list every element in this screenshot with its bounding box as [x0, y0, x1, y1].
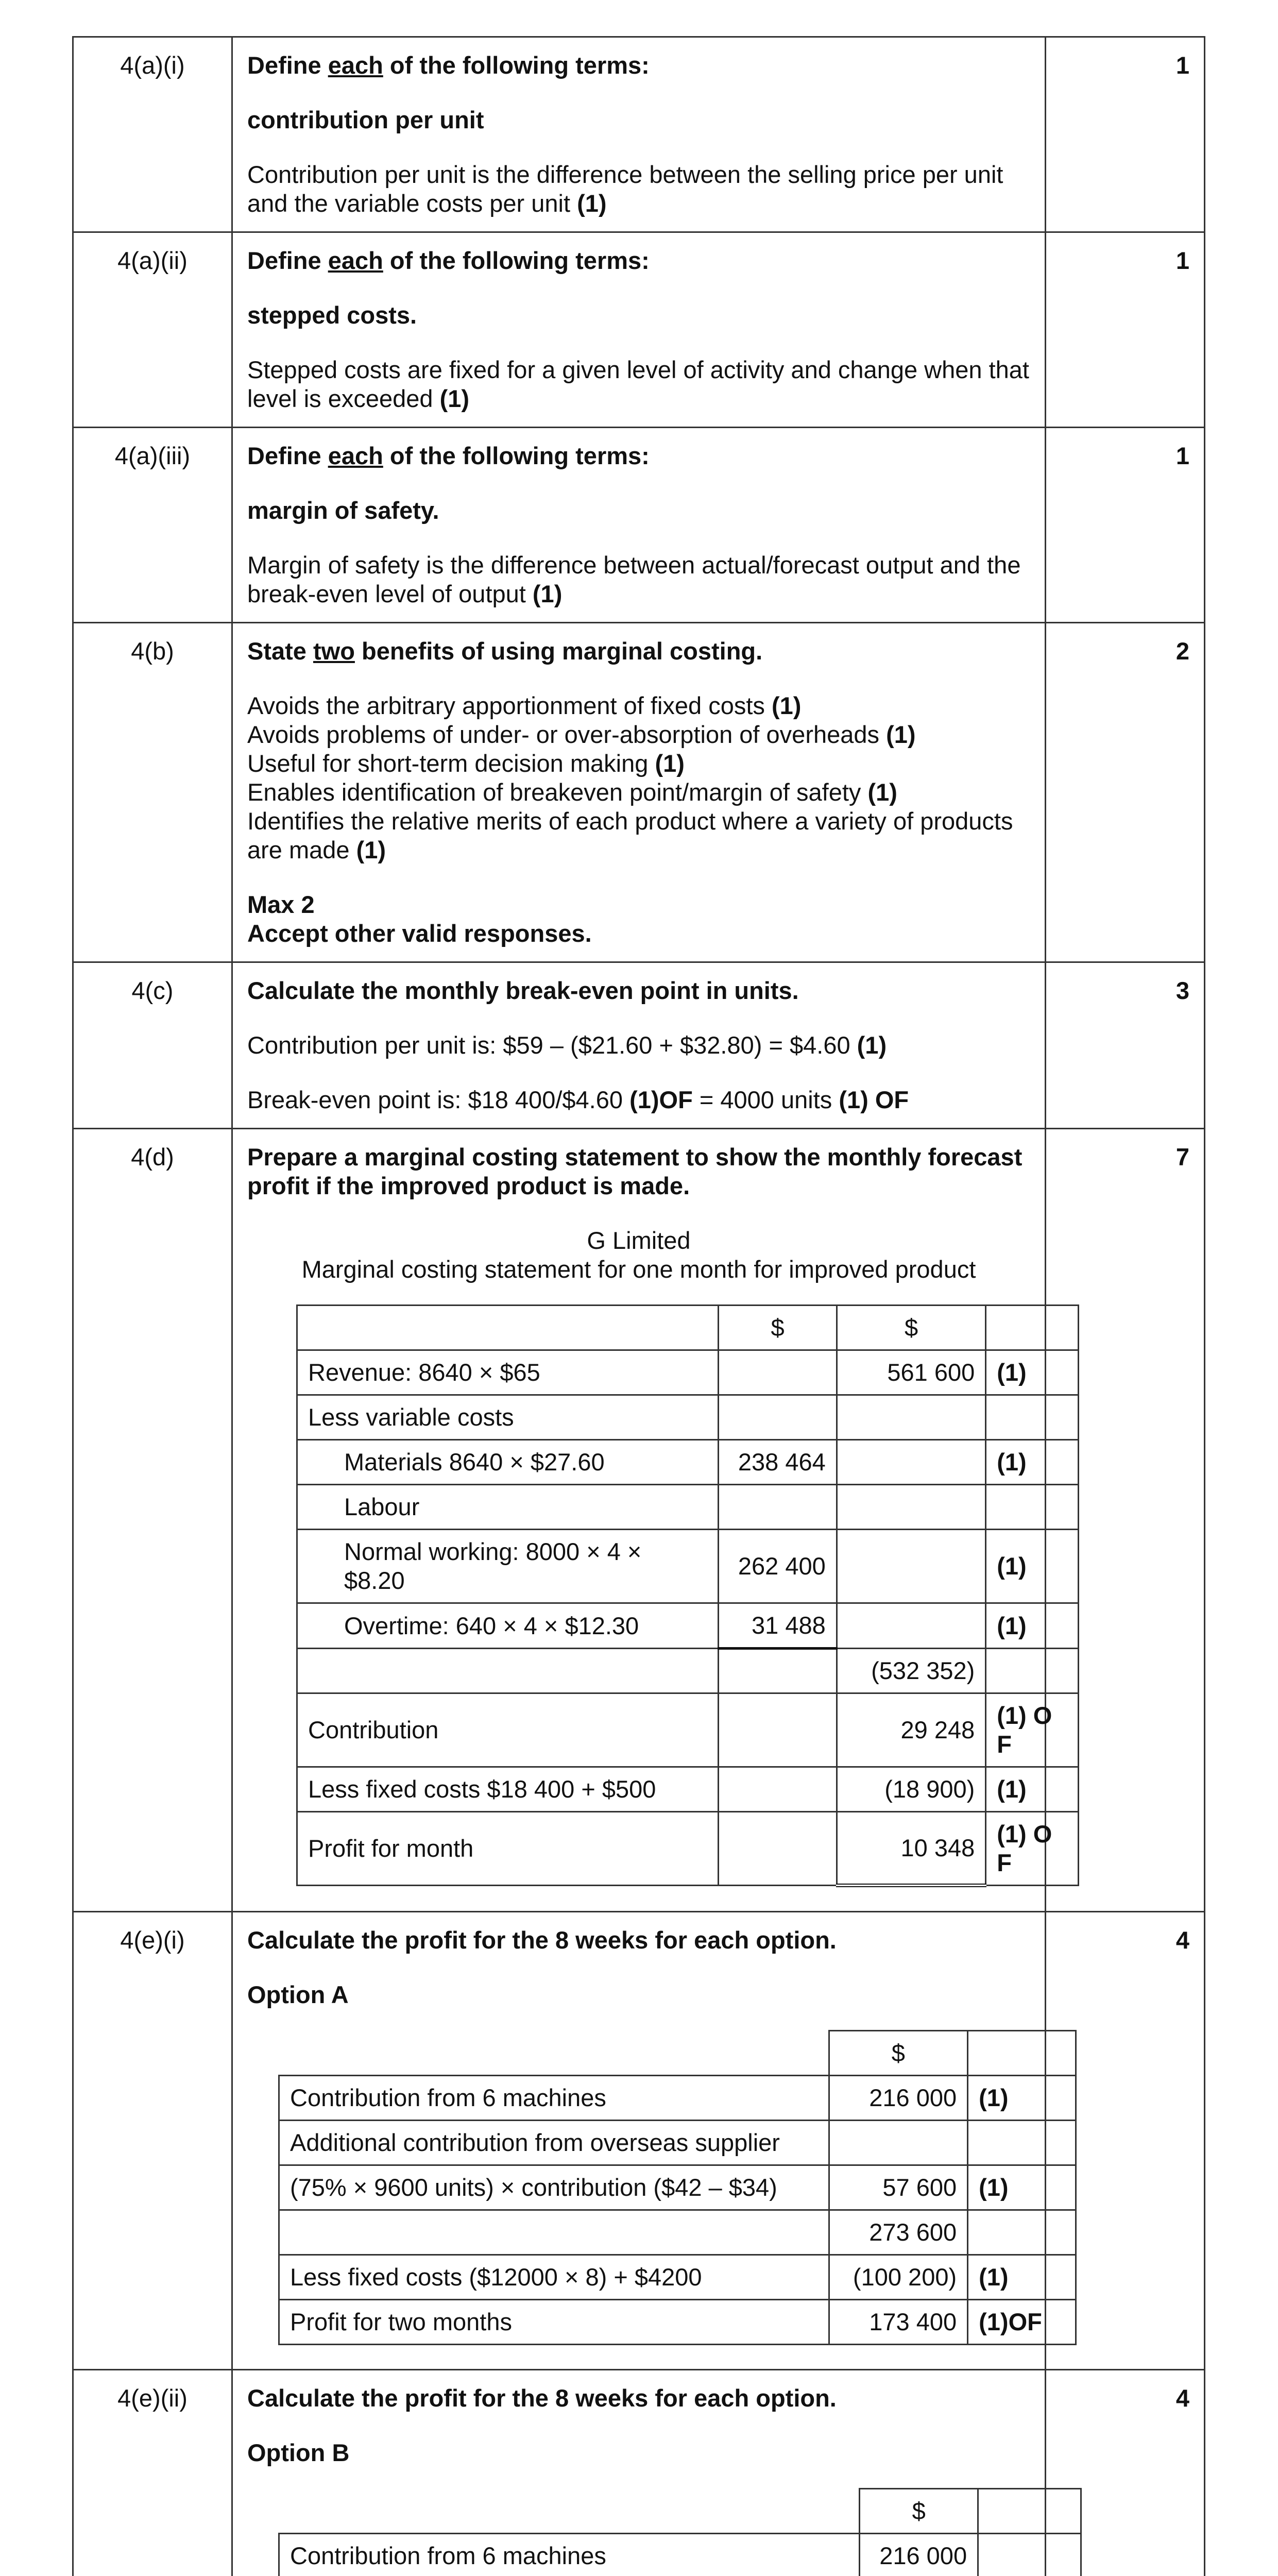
- marks: 7: [1046, 1129, 1205, 1912]
- row-4d: [73, 1129, 1205, 1912]
- answer-cell: [232, 232, 1046, 428]
- mark-scheme-page: [72, 36, 1205, 2576]
- marks: 3: [1046, 962, 1205, 1129]
- question-heading: Define each of the following terms:: [247, 247, 650, 274]
- table-row: Less fixed costs ($12000 × 8) + $4200 (100 200) (1): [279, 2255, 1076, 2300]
- question-heading: State two benefits of using marginal costing.: [247, 637, 763, 665]
- question-number: 4(a)(ii): [73, 232, 232, 428]
- mark-scheme-table: [72, 36, 1205, 2576]
- answer-cell: [232, 428, 1046, 623]
- question-heading: Calculate the profit for the 8 weeks for each option.: [247, 2384, 837, 2412]
- term: contribution per unit: [247, 106, 484, 133]
- question-heading: Calculate the monthly break-even point in units.: [247, 977, 799, 1004]
- statement-row: Revenue: 8640 × $65 561 600 (1): [297, 1350, 1079, 1395]
- row-4e-ii: [73, 2370, 1205, 2576]
- statement-header-row: $ $: [297, 1306, 1079, 1350]
- answer-text: Contribution per unit is the difference between the selling price per unit and the variable costs per unit (1): [247, 161, 1003, 217]
- list-item: Useful for short-term decision making (1): [247, 750, 685, 777]
- marginal-costing-statement: [296, 1304, 1079, 1887]
- answer-text: Stepped costs are fixed for a given level of activity and change when that level is exceeded (1): [247, 356, 1029, 412]
- table-row: Profit for two months 173 400 (1)OF: [279, 2300, 1076, 2345]
- question-heading: Define each of the following terms:: [247, 52, 650, 79]
- statement-row: Labour: [297, 1485, 1079, 1530]
- marks: 1: [1046, 232, 1205, 428]
- statement-row: Overtime: 640 × 4 × $12.30 31 488 (1): [297, 1603, 1079, 1649]
- option-label: Option A: [247, 1981, 349, 2008]
- table-row: 273 600: [279, 2210, 1076, 2255]
- question-number: 4(d): [73, 1129, 232, 1912]
- table-row: Contribution from 6 machines 216 000 (1): [279, 2076, 1076, 2121]
- statement-row: (532 352): [297, 1649, 1079, 1693]
- statement-row: Contribution 29 248 (1) O F: [297, 1693, 1079, 1767]
- option-label: Option B: [247, 2439, 350, 2466]
- question-number: 4(a)(i): [73, 37, 232, 232]
- statement-row: Materials 8640 × $27.60 238 464 (1): [297, 1440, 1079, 1485]
- table-header-row: $: [279, 2489, 1081, 2534]
- list-item: Avoids problems of under- or over-absorption of overheads (1): [247, 721, 916, 748]
- question-number: 4(b): [73, 623, 232, 962]
- statement-row: Profit for month 10 348 (1) O F: [297, 1812, 1079, 1886]
- answer-cell: [232, 37, 1046, 232]
- row-4a-ii: [73, 232, 1205, 428]
- table-row: Contribution from 6 machines 216 000: [279, 2534, 1081, 2576]
- answer-line: Break-even point is: $18 400/$4.60 (1)OF = 4000 units (1) OF: [247, 1086, 909, 1113]
- statement-company: G Limited: [587, 1227, 691, 1254]
- answer-text: Margin of safety is the difference between actual/forecast output and the break-even level of output (1): [247, 551, 1021, 607]
- question-heading: Define each of the following terms:: [247, 442, 650, 469]
- row-4b: [73, 623, 1205, 962]
- option-b-table: [278, 2488, 1082, 2576]
- answer-cell: [232, 962, 1046, 1129]
- row-4a-i: [73, 37, 1205, 232]
- answer-cell: [232, 2370, 1046, 2576]
- row-4a-iii: [73, 428, 1205, 623]
- term: margin of safety.: [247, 497, 439, 524]
- list-item: Avoids the arbitrary apportionment of fixed costs (1): [247, 692, 802, 719]
- statement-row: Less variable costs: [297, 1395, 1079, 1440]
- marks: 1: [1046, 37, 1205, 232]
- statement-row: Normal working: 8000 × 4 × $8.20 262 400 (1): [297, 1530, 1079, 1603]
- term: stepped costs.: [247, 301, 417, 329]
- question-number: 4(c): [73, 962, 232, 1129]
- marks: 4: [1046, 1912, 1205, 2370]
- answer-line: Contribution per unit is: $59 – ($21.60 + $32.80) = $4.60 (1): [247, 1031, 887, 1059]
- question-heading: Calculate the profit for the 8 weeks for each option.: [247, 1926, 837, 1954]
- list-item: Identifies the relative merits of each product where a variety of products are made (1): [247, 807, 1013, 863]
- max-note: Max 2: [247, 891, 315, 918]
- table-row: Additional contribution from overseas supplier: [279, 2121, 1076, 2165]
- statement-title: Marginal costing statement for one month for improved product: [301, 1256, 976, 1283]
- answer-cell: [232, 1912, 1046, 2370]
- statement-row: Less fixed costs $18 400 + $500 (18 900) (1): [297, 1767, 1079, 1812]
- answer-cell: [232, 623, 1046, 962]
- question-number: 4(e)(i): [73, 1912, 232, 2370]
- list-item: Enables identification of breakeven point/margin of safety (1): [247, 778, 897, 806]
- row-4e-i: [73, 1912, 1205, 2370]
- option-a-table: [278, 2030, 1077, 2345]
- marks: 4: [1046, 2370, 1205, 2576]
- table-header-row: $: [279, 2031, 1076, 2076]
- answer-cell: [232, 1129, 1052, 1912]
- accept-note: Accept other valid responses.: [247, 920, 592, 947]
- table-row: (75% × 9600 units) × contribution ($42 – $34) 57 600 (1): [279, 2165, 1076, 2210]
- benefit-list: [247, 691, 1030, 865]
- question-number: 4(e)(ii): [73, 2370, 232, 2576]
- row-4c: [73, 962, 1205, 1129]
- question-heading: Prepare a marginal costing statement to show the monthly forecast profit if the improved product is made.: [247, 1143, 1023, 1199]
- question-number: 4(a)(iii): [73, 428, 232, 623]
- marks: 1: [1046, 428, 1205, 623]
- marks: 2: [1046, 623, 1205, 962]
